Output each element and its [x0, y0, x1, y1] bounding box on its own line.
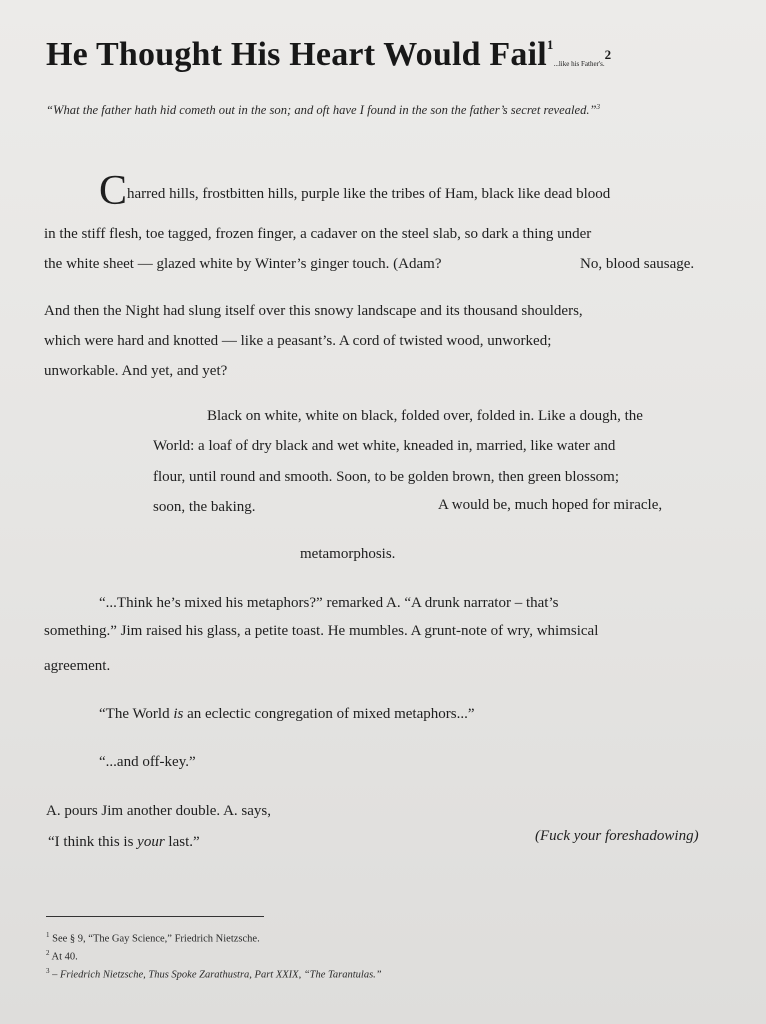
footnote-2: $^2$ At 40. [46, 949, 78, 963]
paragraph-2-line-3: unworkable. And yet, and yet? [44, 363, 228, 379]
paragraph-2-line-2: which were hard and knotted — like a peasant’s. A cord of twisted wood, unworked; [44, 333, 552, 349]
paragraph-1-line-3b: No, blood sausage. [580, 256, 695, 272]
chapter-title [46, 36, 611, 74]
paragraph-2-line-1: And then the Night had slung itself over this snowy landscape and its thousand shoulders, [44, 303, 583, 319]
paragraph-4-line-3: agreement. [44, 658, 111, 674]
footnote-rule [46, 916, 264, 917]
paragraph-3-line-1: Black on white, white on black, folded over, folded in. Like a dough, the [207, 408, 643, 424]
chapter-title-text: He Thought His Heart Would Fail [46, 36, 547, 73]
paragraph-1-line-3a: the white sheet — glazed white by Winter’s ginger touch. (Adam? [44, 256, 442, 272]
footnote-1: $^1$ See § 9, “The Gay Science,” Friedrich Nietzsche. [46, 931, 260, 945]
paragraph-7-line-2: “I think this is your last.” [48, 834, 200, 850]
title-aside: ...like his Father's.$^2$ [553, 46, 612, 68]
paragraph-1-line-1: Charred hills, frostbitten hills, purple like the tribes of Ham, black like dead blood [99, 168, 611, 214]
paragraph-3-line-2: World: a loaf of dry black and wet white, kneaded in, married, like water and [153, 438, 616, 454]
paragraph-3-line-3: flour, until round and smooth. Soon, to be golden brown, then green blossom; [153, 469, 620, 485]
paragraph-3-line-5: metamorphosis. [300, 546, 396, 562]
drop-cap: C [99, 168, 128, 214]
footnote-3: $^3$ – Friedrich Nietzsche, Thus Spoke Zarathustra, Part XXIX, “The Tarantulas.” [46, 967, 382, 981]
footnote-ref-3: 3 [596, 103, 601, 111]
paragraph-3-line-4a: soon, the baking. [153, 499, 256, 515]
paragraph-1-line-2: in the stiff flesh, toe tagged, frozen finger, a cadaver on the steel slab, so dark a thing under [44, 226, 592, 242]
footnote-ref-1: 1 [546, 36, 554, 52]
paragraph-5: “The World is an eclectic congregation of mixed metaphors...” [99, 706, 475, 722]
paragraph-7-aside: (Fuck your foreshadowing) [535, 828, 699, 844]
paragraph-4-line-1: “...Think he’s mixed his metaphors?” remarked A. “A drunk narrator – that’s [99, 595, 559, 611]
paragraph-7-line-1: A. pours Jim another double. A. says, [46, 803, 271, 819]
paragraph-3-line-4b: A would be, much hoped for miracle, [438, 497, 663, 513]
paragraph-4-line-2: something.” Jim raised his glass, a petite toast. He mumbles. A grunt-note of wry, whimsical [44, 623, 599, 639]
paragraph-6: “...and off-key.” [99, 754, 196, 770]
epigraph: “What the father hath hid cometh out in the son; and oft have I found in the son the father’s secret revealed.”$^3$ [46, 103, 601, 118]
